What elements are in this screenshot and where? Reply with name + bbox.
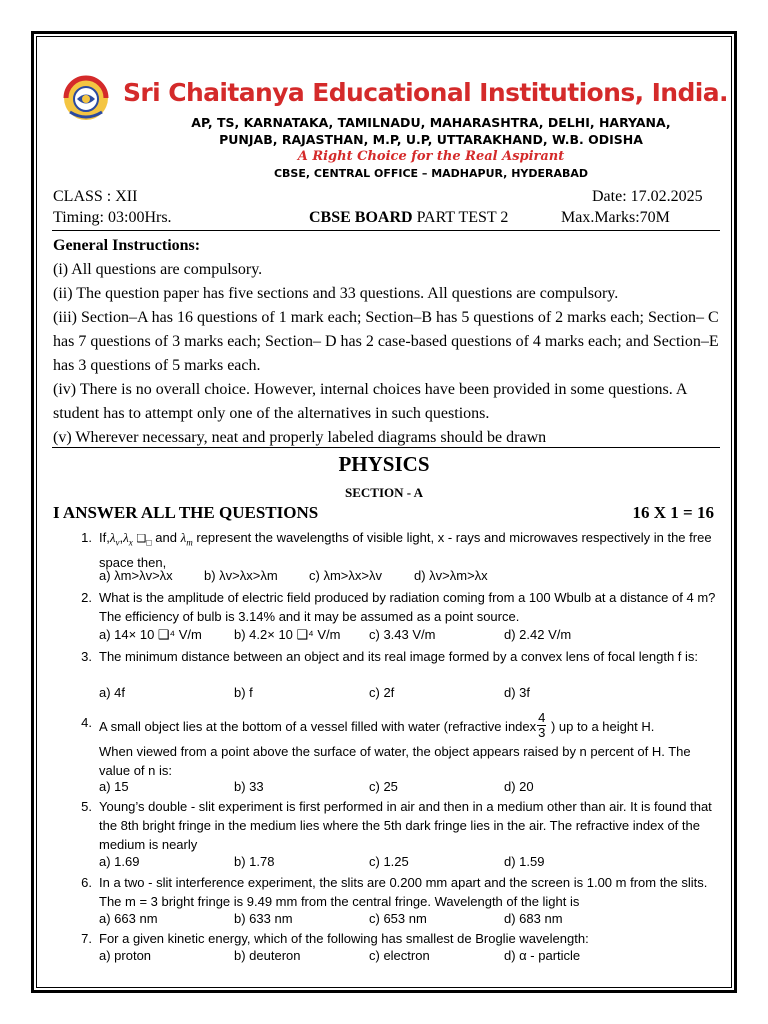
option-a: a) 4f bbox=[99, 685, 126, 700]
states-list bbox=[55, 114, 727, 148]
option-c: c) 2f bbox=[369, 685, 395, 700]
option-b: b) 1.78 bbox=[234, 854, 275, 869]
question-text: Young’s double - slit experiment is first performed in air and then in a medium other than air. It is found that the 8th bright fringe in the medium lies where the 5th dark fringe lies in the air. The refractive index of the medium is nearly bbox=[99, 799, 712, 852]
option-d: d) 683 nm bbox=[504, 911, 563, 926]
divider-top bbox=[52, 230, 720, 231]
option-b: b) f bbox=[234, 685, 253, 700]
option-c: c) 25 bbox=[369, 779, 398, 794]
question-text: In a two - slit interference experiment, the slits are 0.200 mm apart and the screen is 1.00 m from the slits. The m = 3 bright fringe is 9.49 mm from the central fringe. Wavelength of the light is bbox=[99, 875, 708, 909]
instruction-item: (i) All questions are compulsory. bbox=[53, 261, 263, 278]
option-b: b) λv>λx>λm bbox=[204, 568, 278, 583]
max-marks: Max.Marks:70M bbox=[561, 209, 670, 226]
question-number: 4. bbox=[81, 715, 92, 730]
option-b: b) 33 bbox=[234, 779, 264, 794]
option-c: c) 1.25 bbox=[369, 854, 409, 869]
option-c: c) λm>λx>λv bbox=[309, 568, 382, 583]
option-a: a) 1.69 bbox=[99, 854, 140, 869]
institution-name: Sri Chaitanya Educational Institutions, India. bbox=[123, 78, 728, 107]
option-c: c) electron bbox=[369, 948, 430, 963]
option-b: b) 633 nm bbox=[234, 911, 293, 926]
question-text: A small object lies at the bottom of a vessel filled with water (refractive index $\frac{4}{3}$ ) up to a height H. bbox=[99, 710, 655, 740]
exam-board: CBSE BOARD bbox=[309, 209, 413, 226]
marks-total: 16 X 1 = 16 bbox=[632, 503, 714, 522]
section-title: SECTION - A bbox=[344, 485, 424, 500]
part-title: I ANSWER ALL THE QUESTIONS bbox=[53, 503, 319, 522]
question-number: 3. bbox=[81, 649, 92, 664]
timing: Timing: 03:00Hrs. bbox=[53, 209, 172, 226]
option-d: d) α - particle bbox=[504, 948, 581, 963]
option-d: d) 20 bbox=[504, 779, 534, 794]
option-b: b) deuteron bbox=[234, 948, 301, 963]
option-c: c) 3.43 V/m bbox=[369, 627, 436, 642]
instruction-item: (iv) There is no overall choice. However, internal choices have been provided in some questions. A student has to attempt only one of the alternatives in such questions. bbox=[53, 381, 687, 422]
office-address: CBSE, CENTRAL OFFICE – MADHAPUR, HYDERABAD bbox=[273, 167, 589, 180]
exam-part: PART TEST 2 bbox=[412, 209, 509, 226]
question-text: The minimum distance between an object and its real image formed by a convex lens of focal length f is: bbox=[99, 649, 699, 664]
subject-title: PHYSICS bbox=[338, 452, 430, 476]
question-number: 1. bbox=[81, 530, 92, 545]
class-label: CLASS : XII bbox=[53, 188, 138, 205]
exam-date: Date: 17.02.2025 bbox=[592, 188, 703, 205]
option-a: a) λm>λv>λx bbox=[99, 568, 173, 583]
general-instructions bbox=[53, 234, 723, 450]
instruction-item: (iii) Section–A has 16 questions of 1 mark each; Section–B has 5 questions of 2 marks each; Section– C has 7 questions of 3 marks each; Section– D has 2 case-based questions of 4 marks each; and Section–E has 3 questions of 5 marks each. bbox=[53, 309, 719, 374]
instruction-item: (v) Wherever necessary, neat and properly labeled diagrams should be drawn bbox=[53, 429, 547, 446]
question-text: When viewed from a point above the surface of water, the object appears raised by n percent of H. The value of n is: bbox=[99, 744, 691, 778]
option-a: a) 14× 10 ❑⁴ V/m bbox=[99, 627, 202, 642]
question-text: What is the amplitude of electric field produced by radiation coming from a 100 Wbulb at a distance of 4 m? The efficiency of bulb is 3.14% and it may be assumed as a point source. bbox=[99, 590, 716, 624]
option-d: d) 1.59 bbox=[504, 854, 545, 869]
question-number: 2. bbox=[81, 590, 92, 605]
divider-bottom bbox=[52, 447, 720, 448]
tagline: A Right Choice for the Real Aspirant bbox=[297, 149, 565, 164]
option-d: d) 3f bbox=[504, 685, 531, 700]
question-text: For a given kinetic energy, which of the following has smallest de Broglie wavelength: bbox=[99, 931, 589, 946]
option-d: d) λv>λm>λx bbox=[414, 568, 488, 583]
states-line-2: PUNJAB, RAJASTHAN, M.P, U.P, UTTARAKHAND, W.B. ODISHA bbox=[219, 132, 643, 147]
option-a: a) 663 nm bbox=[99, 911, 158, 926]
question-number: 7. bbox=[81, 931, 92, 946]
instructions-heading: General Instructions: bbox=[53, 237, 201, 254]
option-b: b) 4.2× 10 ❑⁴ V/m bbox=[234, 627, 341, 642]
question-number: 6. bbox=[81, 875, 92, 890]
option-c: c) 653 nm bbox=[369, 911, 427, 926]
option-d: d) 2.42 V/m bbox=[504, 627, 572, 642]
option-a: a) 15 bbox=[99, 779, 129, 794]
refractive-index-fraction: $\frac{4}{3}$ bbox=[538, 710, 546, 740]
question-text: $If,\lambda_v,\lambda_x$ $❑_□$ and $\lambda_m$ represent the wavelengths of visible light, x - rays and microwaves respectively in the free space then, bbox=[99, 530, 712, 570]
exam-name bbox=[309, 209, 508, 227]
option-a: a) proton bbox=[99, 948, 152, 963]
states-line-1: AP, TS, KARNATAKA, TAMILNADU, MAHARASHTRA, DELHI, HARYANA, bbox=[191, 115, 671, 130]
question-number: 5. bbox=[81, 799, 92, 814]
instruction-item: (ii) The question paper has five sections and 33 questions. All questions are compulsory. bbox=[53, 285, 619, 302]
